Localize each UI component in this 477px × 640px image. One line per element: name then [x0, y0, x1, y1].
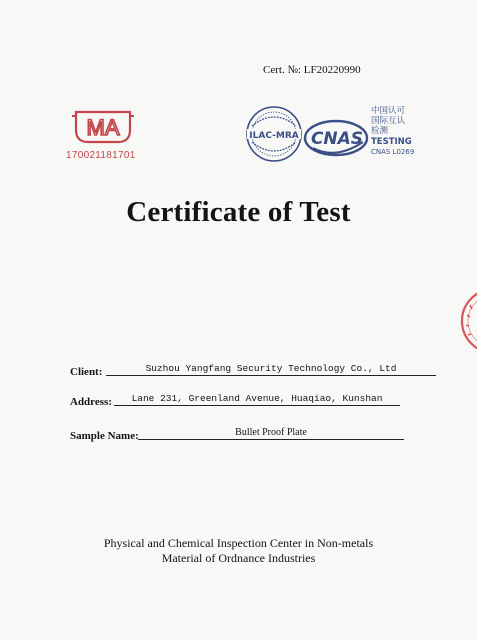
cma-logo-text: MA	[86, 115, 120, 140]
ilac-mra-logo	[244, 104, 304, 164]
sample-name-label: Sample Name:	[70, 430, 139, 442]
cnas-cn-line2: 国际互认	[371, 116, 406, 126]
cnas-testing-label: TESTING	[371, 137, 412, 147]
cma-number: 170021181701	[66, 150, 136, 161]
issuer-line2: Material of Ordnance Industries	[161, 551, 316, 565]
address-value: Lane 231, Greenland Avenue, Huaqiao, Kunshan	[114, 392, 400, 406]
address-label: Address:	[70, 396, 112, 408]
client-label: Client:	[70, 366, 103, 378]
certificate-number: Cert. №: LF20220990	[263, 64, 361, 76]
client-row	[70, 362, 397, 380]
sample-name-value: Bullet Proof Plate	[138, 426, 404, 440]
cnas-logo-text: CNAS	[310, 129, 364, 149]
red-seal-stamp	[458, 285, 477, 357]
cnas-cn-line1: 中国认可	[371, 106, 406, 116]
ilac-mra-text: ILAC-MRA	[249, 131, 299, 141]
cnas-code: CNAS L0269	[371, 148, 415, 156]
issuer-line1: Physical and Chemical Inspection Center in Non-metals	[103, 536, 374, 550]
cma-logo	[68, 108, 138, 146]
document-title: Certificate of Test	[126, 196, 351, 228]
cnas-cn-line3: 检测	[371, 126, 389, 136]
cnas-logo	[303, 118, 369, 158]
sample-name-row	[70, 426, 307, 444]
client-value: Suzhou Yangfang Security Technology Co., Ltd	[106, 362, 436, 376]
cnas-accreditation-text	[371, 106, 414, 157]
address-row	[70, 392, 383, 410]
issuer-block	[0, 536, 477, 566]
